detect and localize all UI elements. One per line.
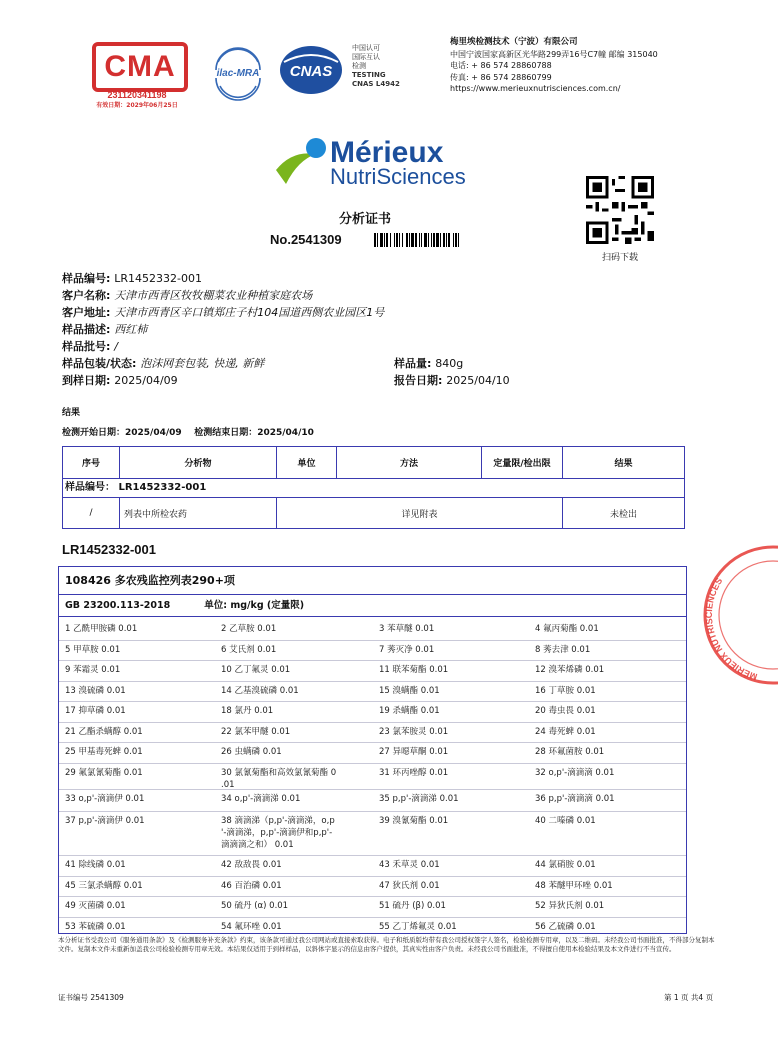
list-divider bbox=[59, 681, 686, 682]
barcode-bar bbox=[448, 233, 450, 247]
info-client: 客户名称: 天津市西青区牧牧棚菜农业种植家庭农场 bbox=[62, 289, 313, 302]
list-standard: GB 23200.113-2018 单位: mg/kg (定量限) bbox=[59, 595, 686, 617]
cnas-logo bbox=[278, 44, 344, 96]
list-item: 9 苯霜灵 0.01 bbox=[65, 665, 121, 675]
results-table bbox=[62, 446, 685, 529]
list-item: 30 氯氰菊酯和高效氯氰菊酯 0 .01 bbox=[221, 768, 337, 790]
list-item: 7 莠灭净 0.01 bbox=[379, 645, 435, 655]
list-item: 16 丁草胺 0.01 bbox=[535, 686, 596, 696]
barcode-bar bbox=[458, 233, 459, 247]
results-heading: 结果 bbox=[62, 408, 81, 418]
svg-text:MÉRIEUX NUTRISCIENCES: MÉRIEUX NUTRISCIENCES bbox=[703, 576, 759, 682]
list-item: 14 乙基溴硫磷 0.01 bbox=[221, 686, 299, 696]
svg-text:ilac-MRA: ilac-MRA bbox=[216, 68, 260, 79]
list-item: 51 硫丹 (β) 0.01 bbox=[379, 901, 446, 911]
col-header: 方法 bbox=[337, 447, 482, 478]
list-divider bbox=[59, 722, 686, 723]
table-sample-row: 样品编号： LR1452332-001 bbox=[63, 478, 684, 498]
info-quantity: 样品量: 840g bbox=[394, 357, 464, 370]
barcode-bar bbox=[440, 233, 441, 247]
list-item: 45 三氯杀螨醇 0.01 bbox=[65, 881, 143, 891]
info-arrival-date: 到样日期: 2025/04/09 bbox=[62, 374, 178, 387]
cma-number: 231120341198 bbox=[107, 90, 167, 100]
list-divider bbox=[59, 701, 686, 702]
list-divider bbox=[59, 789, 686, 790]
list-item: 36 p,p'-滴滴滴 0.01 bbox=[535, 794, 615, 804]
barcode bbox=[374, 233, 504, 247]
col-header: 分析物 bbox=[120, 447, 277, 478]
list-item: 44 氯硝胺 0.01 bbox=[535, 860, 596, 870]
list-item: 3 苯草醚 0.01 bbox=[379, 624, 435, 634]
page-title: 分析证书 bbox=[338, 212, 391, 227]
company-url[interactable]: https://www.merieuxnutrisciences.com.cn/ bbox=[450, 84, 621, 93]
info-description: 样品描述: 西红柿 bbox=[62, 323, 148, 336]
barcode-bar bbox=[386, 233, 388, 247]
list-item: 35 p,p'-滴滴涕 0.01 bbox=[379, 794, 459, 804]
col-header: 结果 bbox=[614, 459, 633, 469]
info-address: 客户地址: 天津市西青区辛口镇郑庄子村104国道西侧农业园区1号 bbox=[62, 306, 385, 319]
list-item: 46 百治磷 0.01 bbox=[221, 881, 282, 891]
page-number: 第 1 页 共4 页 bbox=[664, 993, 714, 1002]
merieux-logo bbox=[272, 130, 466, 192]
list-item: 13 溴硫磷 0.01 bbox=[65, 686, 126, 696]
ilac-mra-logo bbox=[208, 40, 268, 100]
list-sample-number: LR1452332-001 bbox=[62, 542, 156, 557]
barcode-bar bbox=[433, 233, 435, 247]
list-item: 39 溴氰菊酯 0.01 bbox=[379, 816, 449, 826]
footer-note: 本分析证书受我公司《服务通用条款》及《检测服务补充条款》约束，该条款可通过我公司网站或直接索取获得。电子和纸质版均带有我公司授权签字人签名，检验检测专用章，以及二维码。未经我公司书面批准，不得部分复制本文件。复制本文件未重新加盖我公司检验检测专用章无效。本结果仅适用于到样样品，以斜体字显示的信息由客户提供，其真实性由客户负责。未经我公司书面批准，不得擅自使用本检验结果及本文件进行不当宣传。 bbox=[58, 936, 715, 953]
table-row bbox=[63, 498, 684, 528]
list-item: 10 乙丁氟灵 0.01 bbox=[221, 665, 291, 675]
barcode-bar bbox=[424, 233, 427, 247]
red-seal-stamp bbox=[698, 540, 778, 690]
list-item: 56 乙硫磷 0.01 bbox=[535, 922, 596, 932]
list-item: 12 溴苯烯磷 0.01 bbox=[535, 665, 605, 675]
qr-caption: 扫码下载 bbox=[601, 253, 638, 263]
list-item: 25 甲基毒死蜱 0.01 bbox=[65, 747, 143, 757]
barcode-bar bbox=[446, 233, 447, 247]
list-item: 19 杀螨酯 0.01 bbox=[379, 706, 440, 716]
list-item: 28 环氟菌胺 0.01 bbox=[535, 747, 605, 757]
list-item: 2 乙草胺 0.01 bbox=[221, 624, 277, 634]
barcode-bar bbox=[453, 233, 454, 247]
list-divider bbox=[59, 811, 686, 812]
list-item: 40 二嗪磷 0.01 bbox=[535, 816, 596, 826]
cnas-side-text: 中国认可 国际互认 检测 TESTING CNAS L4942 bbox=[352, 44, 400, 88]
barcode-bar bbox=[390, 233, 391, 247]
list-divider bbox=[59, 896, 686, 897]
barcode-bar bbox=[436, 233, 439, 247]
cell-method: 详见附表 bbox=[277, 498, 563, 528]
list-item: 33 o,p'-滴滴伊 0.01 bbox=[65, 794, 145, 804]
list-item: 29 氟氯氰菊酯 0.01 bbox=[65, 768, 143, 778]
barcode-bar bbox=[384, 233, 385, 247]
svg-text:NutriSciences: NutriSciences bbox=[330, 164, 466, 189]
list-item: 21 乙酯杀螨醇 0.01 bbox=[65, 727, 143, 737]
cma-mark: CMA bbox=[92, 42, 188, 92]
list-divider bbox=[59, 917, 686, 918]
list-item: 8 莠去津 0.01 bbox=[535, 645, 591, 655]
list-title: 108426 多农残监控列表290+项 bbox=[59, 567, 686, 595]
barcode-bar bbox=[443, 233, 445, 247]
barcode-bar bbox=[377, 233, 378, 247]
svg-text:CNAS: CNAS bbox=[289, 63, 333, 80]
col-header: 定量限/检出限 bbox=[482, 447, 563, 478]
barcode-bar bbox=[394, 233, 395, 247]
list-divider bbox=[59, 640, 686, 641]
company-phone: 电话: + 86 574 28860788 bbox=[450, 61, 552, 70]
list-item: 43 禾草灵 0.01 bbox=[379, 860, 440, 870]
barcode-bar bbox=[428, 233, 429, 247]
barcode-bar bbox=[374, 233, 376, 247]
list-divider bbox=[59, 763, 686, 764]
info-report-date: 报告日期: 2025/04/10 bbox=[394, 374, 510, 387]
barcode-bar bbox=[406, 233, 408, 247]
list-item: 38 滴滴涕（p,p'-滴滴涕，o,p '-滴滴涕，p,p'-滴滴伊和p,p'- 滴滴滴之和） 0.01 bbox=[221, 816, 335, 850]
list-item: 4 氟丙菊酯 0.01 bbox=[535, 624, 599, 634]
info-sample-no: 样品编号: LR1452332-001 bbox=[62, 272, 202, 285]
list-item: 32 o,p'-滴滴滴 0.01 bbox=[535, 768, 615, 778]
list-item: 22 氯苯甲醚 0.01 bbox=[221, 727, 291, 737]
list-item: 18 氯丹 0.01 bbox=[221, 706, 274, 716]
list-item: 41 除线磷 0.01 bbox=[65, 860, 126, 870]
list-item: 1 乙酰甲胺磷 0.01 bbox=[65, 624, 138, 634]
company-block bbox=[450, 37, 658, 95]
company-name: 梅里埃检测技术（宁波）有限公司 bbox=[450, 37, 578, 47]
barcode-bar bbox=[415, 233, 417, 247]
list-item: 34 o,p'-滴滴涕 0.01 bbox=[221, 794, 301, 804]
list-item: 42 敌敌畏 0.01 bbox=[221, 860, 282, 870]
list-item: 24 毒死蜱 0.01 bbox=[535, 727, 596, 737]
svg-text:Mérieux: Mérieux bbox=[330, 136, 444, 169]
list-item: 17 抑草磷 0.01 bbox=[65, 706, 126, 716]
list-item: 26 虫螨磷 0.01 bbox=[221, 747, 282, 757]
list-item: 52 异狄氏剂 0.01 bbox=[535, 901, 605, 911]
info-packaging: 样品包装/状态: 泡沫网套包装, 快递, 新鲜 bbox=[62, 357, 265, 370]
list-item: 50 硫丹 (α) 0.01 bbox=[221, 901, 289, 911]
list-divider bbox=[59, 742, 686, 743]
company-fax: 传真: + 86 574 28860799 bbox=[450, 72, 552, 82]
list-divider bbox=[59, 876, 686, 877]
barcode-bar bbox=[455, 233, 457, 247]
list-item: 11 联苯菊酯 0.01 bbox=[379, 665, 449, 675]
cell-result: 未检出 bbox=[609, 509, 637, 520]
list-item: 53 苯硫磷 0.01 bbox=[65, 922, 126, 932]
list-item: 6 艾氏剂 0.01 bbox=[221, 645, 277, 655]
list-divider bbox=[59, 660, 686, 661]
footer-cert-no: 证书编号 2541309 bbox=[58, 993, 124, 1002]
list-divider bbox=[59, 855, 686, 856]
list-item: 5 甲草胺 0.01 bbox=[65, 645, 121, 655]
list-item: 49 灭菌磷 0.01 bbox=[65, 901, 126, 911]
list-item: 37 p,p'-滴滴伊 0.01 bbox=[65, 816, 145, 826]
cma-validity: 有效日期：2029年06月25日 bbox=[96, 102, 178, 109]
table-header-row bbox=[63, 447, 684, 479]
cell-analyte: 列表中所检农药 bbox=[120, 498, 277, 528]
list-item: 31 环丙唑醇 0.01 bbox=[379, 768, 449, 778]
col-header: 单位 bbox=[277, 447, 337, 478]
col-header: 序号 bbox=[63, 447, 120, 478]
info-batch: 样品批号: / bbox=[62, 340, 118, 353]
list-item: 55 乙丁烯氟灵 0.01 bbox=[379, 922, 457, 932]
list-item: 23 氯苯胺灵 0.01 bbox=[379, 727, 449, 737]
cell-no: / bbox=[63, 498, 120, 528]
list-item: 47 狄氏剂 0.01 bbox=[379, 881, 440, 891]
company-address: 中国宁波国家高新区光华路299弄16号C7幢 邮编 315040 bbox=[450, 49, 658, 59]
barcode-bar bbox=[431, 233, 432, 247]
barcode-bar bbox=[402, 233, 403, 247]
barcode-bar bbox=[419, 233, 420, 247]
barcode-bar bbox=[411, 233, 414, 247]
certificate-number: No.2541309 bbox=[270, 232, 342, 247]
pesticide-list bbox=[58, 566, 687, 934]
barcode-bar bbox=[421, 233, 422, 247]
list-item: 15 溴螨酯 0.01 bbox=[379, 686, 440, 696]
barcode-bar bbox=[399, 233, 400, 247]
list-item: 48 苯醚甲环唑 0.01 bbox=[535, 881, 613, 891]
barcode-bar bbox=[380, 233, 383, 247]
barcode-bar bbox=[409, 233, 410, 247]
list-item: 54 氟环唑 0.01 bbox=[221, 922, 282, 932]
barcode-bar bbox=[396, 233, 398, 247]
test-dates: 检测开始日期：2025/04/09 检测结束日期：2025/04/10 bbox=[62, 428, 314, 438]
list-item: 20 毒虫畏 0.01 bbox=[535, 706, 596, 716]
list-item: 27 异噁草酮 0.01 bbox=[379, 747, 449, 757]
